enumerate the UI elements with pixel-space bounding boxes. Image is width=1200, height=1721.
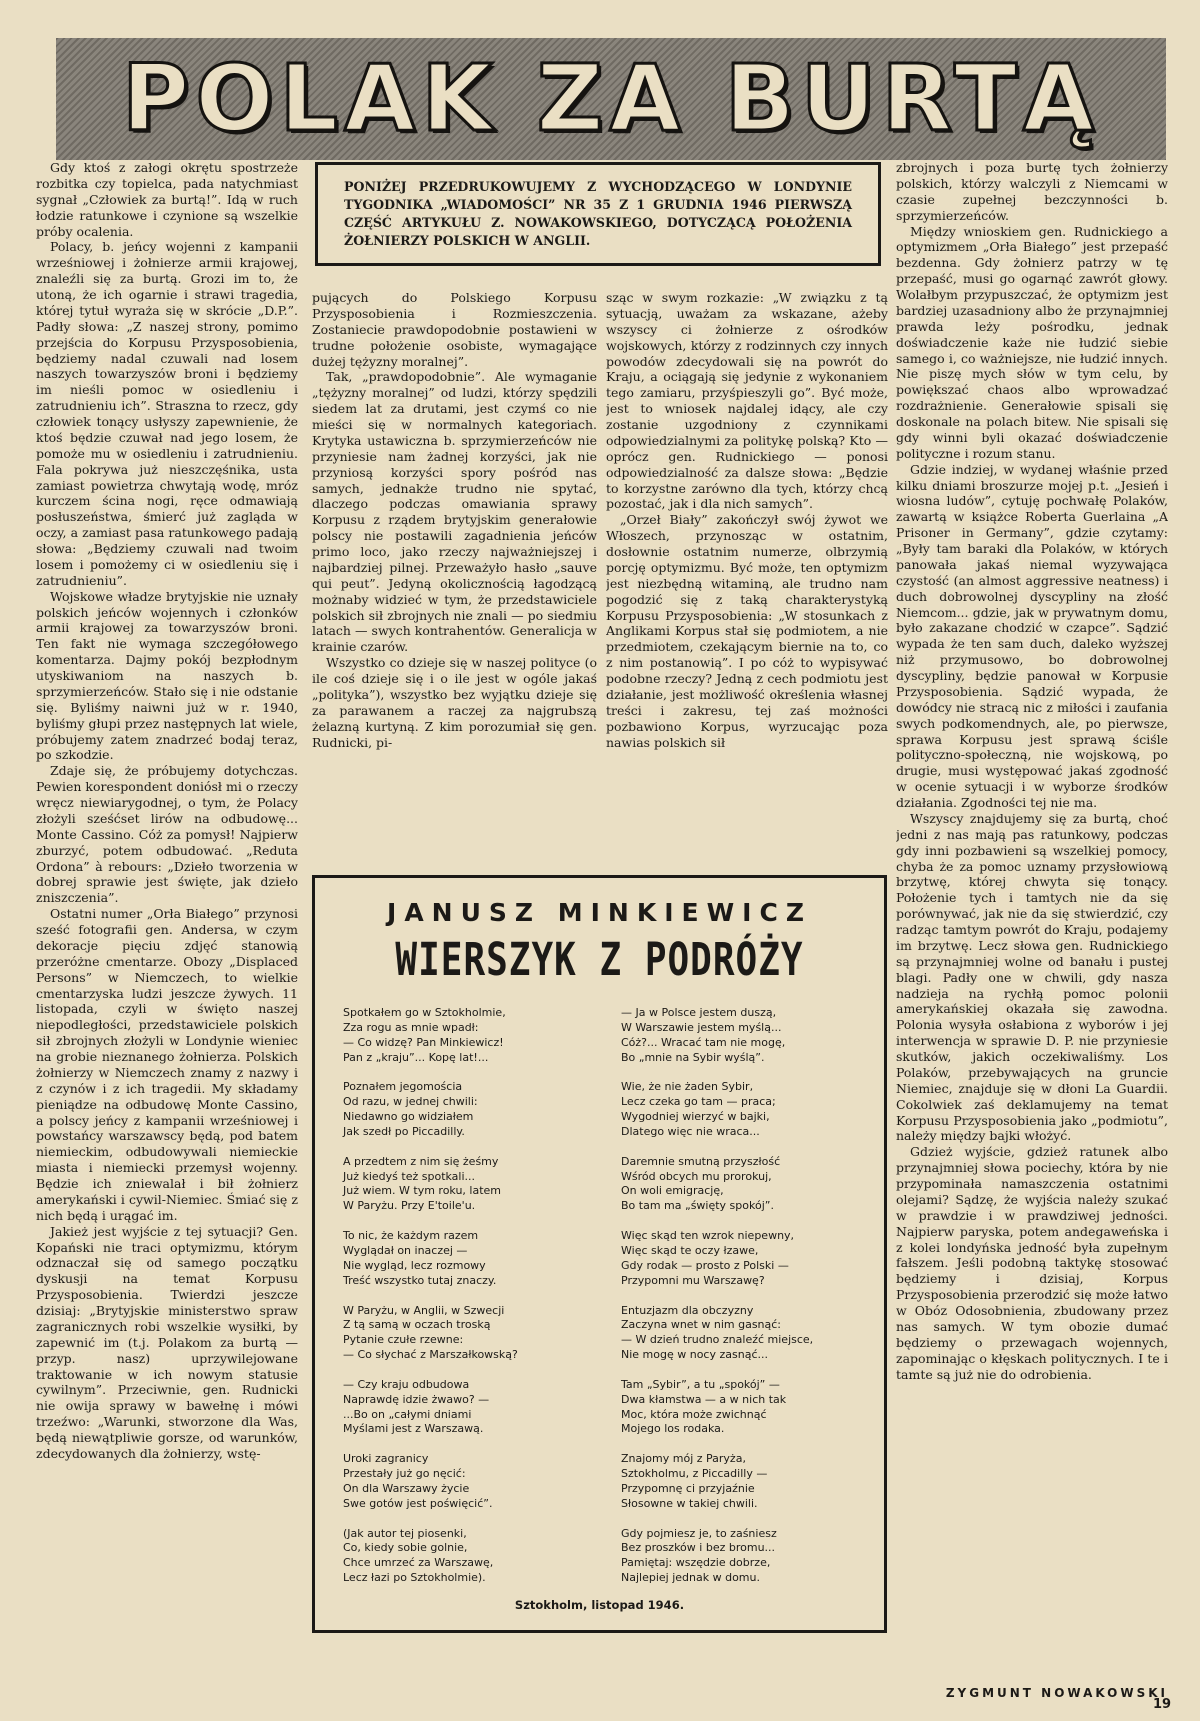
poem-line: Myślami jest z Warszawą. xyxy=(343,1422,484,1436)
paragraph: Zdaje się, że próbujemy dotychczas. Pewien korespondent doniósł mi o rzeczy wręcz niewiarygodnej, o tym, że Polacy złożyli sześćset lirów na odbudowę... Monte Cassino. Cóż za pomysł! Najpierw zburzyć, potem odbudować. „Reduta Ordona” à rebours: „Dzieło tworzenia w dobrej sprawie jest święte, jak dzieło zniszczenia”. xyxy=(36,763,298,906)
poem-line: Co, kiedy sobie golnie, xyxy=(343,1541,468,1555)
poem-line: A przedtem z nim się żeśmy xyxy=(343,1154,499,1168)
article-column-2 xyxy=(312,290,597,865)
poem-line: Wśród obcych mu prorokuj, xyxy=(621,1169,772,1183)
poem-line: Cóż?... Wracać tam nie mogę, xyxy=(621,1035,786,1049)
poem-line: Uroki zagranicy xyxy=(343,1452,429,1466)
poem-line: W Paryżu, w Anglii, w Szwecji xyxy=(343,1303,505,1317)
poem-line: — Ja w Polsce jestem duszą, xyxy=(621,1006,777,1019)
poem-stanza xyxy=(343,1378,593,1437)
poem-line: On dla Warszawy życie xyxy=(343,1481,470,1495)
poem-line: Więc skąd ten wzrok niepewny, xyxy=(621,1229,795,1243)
poem-line: Przypomnę ci przyjaźnie xyxy=(621,1481,755,1495)
paragraph: Ostatni numer „Orła Białego” przynosi sześć fotografii gen. Andersa, w czym dekoracje pięciu zdjęć stanowią przeróżne cmentarze. Obozy „Displaced Persons” w Niemczech, to wielkie cmentarzyska ludzi jeszcze żywych. 11 listopada, czyli w święto naszej niepodległości, przedstawiciele polskich sił zbrojnych złożyli w Londynie wieniec na grobie nieznanego żołnierza. Polskich żołnierzy w Niemczech znamy z nazwy i z czynów i z ich tragedii. My składamy pieniądze na odbudowę Monte Cassino, a polscy jeńcy z kampanii wrześniowej i powstańcy warszawscy będą, pod batem niemieckim, odbudowywali niemieckie miasta i niemiecki przemysł wojenny. Będzie ich zniewalał i bił żołnierz amerykański i cywil-Niemiec. Śmiać się z nich będą i urągać im. xyxy=(36,906,298,1223)
paragraph: Tak, „prawdopodobnie”. Ale wymaganie „tężyzny moralnej” od ludzi, którzy spędzili siedem lat za drutami, jest czymś co nie mieści się w normalnych kategoriach. Krytyka ustawiczna b. sprzymierzeńców nie przyniesie nam żadnej korzyści, jak nie przyniosą korzyści spory pośród nas samych, jednakże trudno nie spytać, dlaczego podczas omawiania sprawy Korpusu z rządem brytyjskim generałowie polscy nie postawili zagadnienia jeńców primo loco, jako rzeczy najważniejszej i najbardziej pilnej. Przeważyło hasło „sauve qui peut”. Jedyną okolicznością łagodzącą możnaby widzieć w tym, że przedstawiciele polskich sił zbrojnych nie znali — po siedmiu latach — swych kontrahentów. Generalicja w krainie czarów. xyxy=(312,369,597,655)
poem-line: Lecz czeka go tam — praca; xyxy=(621,1095,776,1109)
poem-line: Jak szedł po Piccadilly. xyxy=(343,1124,465,1138)
poem-line: W Warszawie jestem myślą... xyxy=(621,1020,782,1034)
poem-stanza xyxy=(621,1080,871,1139)
poem-line: Przestały już go nęcić: xyxy=(343,1467,466,1481)
paragraph: Wojskowe władze brytyjskie nie uznały polskich jeńców wojennych i członków armii krajowej za towarzyszów broni. Ten fakt nie wymaga szczegółowego komentarza. Dajmy pokój bezpłodnym utyskiwaniom na naszych b. sprzymierzeńców. Stało się i nie odstanie się. Byliśmy naiwni już w r. 1940, byliśmy głupi przez następnych lat wiele, próbujemy zatem znadrzeć bodaj teraz, po szkodzie. xyxy=(36,588,298,763)
poem-line: Swe gotów jest poświęcić”. xyxy=(343,1496,493,1510)
poem-line: W Paryżu. Przy E'toile'u. xyxy=(343,1199,476,1213)
editorial-note-text: PONIŻEJ PRZEDRUKOWUJEMY Z WYCHODZĄCEGO W LONDYNIE TYGODNIKA „WIADOMOŚCI” NR 35 Z 1 GRUDNIA 1946 PIERWSZĄ CZĘŚĆ ARTYKUŁU Z. NOWAKOWSKIEGO, DOTYCZĄCĄ POŁOŻENIA ŻOŁNIERZY POLSKICH W ANGLII. xyxy=(344,178,852,249)
paragraph: Gdzież wyjście, gdzież ratunek albo przynajmniej słowa pociechy, która by nie przypominała namaszczenia ostatnimi olejami? Sądzę, że wyjścia należy szukać w prawdzie i w prawdziwej jedności. Najpierw paryska, potem andegaweńska i z kolei londyńska jedność była zupełnym fałszem. Jeśli podobną taktykę stosować będziemy i dzisiaj, Korpus Przysposobienia przerodzić się może łatwo w Obóz Odosobnienia, zbudowany przez nas samych. W tym obozie dumać będziemy o przewagach wojennych, zapominając o kłęskach politycznych. I te i tamte są już nie do odrobienia. xyxy=(896,1144,1168,1382)
paragraph: pujących do Polskiego Korpusu Przysposobienia i Rozmieszczenia. Zostaniecie prawdopodobnie postawieni w trudne położenie osobiste, wymagające dużej tężyzny moralnej”. xyxy=(312,290,597,369)
poem-stanza xyxy=(343,1155,593,1214)
poem-line: Niedawno go widziałem xyxy=(343,1110,474,1124)
paragraph: Wszystko co dzieje się w naszej polityce (o ile coś dzieje się i o ile jest w ogóle jakaś „polityka”), wszystko bez wyjątku dzieje się za parawanem a raczej za najgrubszą żelazną kurtyną. Z kim porozumiał się gen. Rudnicki, pi- xyxy=(312,655,597,750)
poem-stanza xyxy=(343,1527,593,1586)
poem-line: Pytanie czułe rzewne: xyxy=(343,1333,464,1347)
poem-line: Mojego los rodaka. xyxy=(621,1422,725,1436)
poem-line: — Co widzę? Pan Minkiewicz! xyxy=(343,1035,504,1049)
poem-line: Bo tam ma „święty spokój”. xyxy=(621,1199,774,1213)
poem-line: Tam „Sybir”, a tu „spokój” — xyxy=(621,1377,780,1391)
poem-stanza xyxy=(621,1006,871,1065)
poem-stanza xyxy=(621,1304,871,1363)
poem-line: — Czy kraju odbudowa xyxy=(343,1377,470,1391)
editorial-note-box xyxy=(315,162,881,266)
poem-line: Chce umrzeć za Warszawę, xyxy=(343,1556,494,1570)
poem-stanzas-left xyxy=(343,1006,593,1601)
poem-line: Lecz łazi po Sztokholmie). xyxy=(343,1571,486,1585)
poem-stanza xyxy=(621,1527,871,1586)
poem-stanza xyxy=(343,1304,593,1363)
poem-stanza xyxy=(621,1155,871,1214)
poem-box xyxy=(312,875,887,1633)
poem-line: Daremnie smutną przyszłość xyxy=(621,1154,781,1168)
poem-line: Entuzjazm dla obczyzny xyxy=(621,1303,754,1317)
poem-line: Gdy rodak — prosto z Polski — xyxy=(621,1258,789,1272)
paragraph: Jakież jest wyjście z tej sytuacji? Gen. Kopański nie traci optymizmu, którym odznaczał się od samego początku dyskusji na temat Korpusu Przysposobienia. Twierdzi jeszcze dzisiaj: „Brytyjskie ministerstwo spraw zagranicznych robi wszelkie wysiłki, by zapewnić im (t.j. Polakom za burtą — przyp. nasz) uprzywilejowane traktowanie w ich nowym statusie cywilnym”. Przeciwnie, gen. Rudnicki nie owija sprawy w bawełnę i mówi trzeźwo: „Warunki, stworzone dla Was, będą niewątpliwie gorsze, od warunków, zdecydowanych dla żołnierzy, wstę- xyxy=(36,1223,298,1461)
poem-stanza xyxy=(621,1452,871,1511)
poem-line: Pamiętaj: wszędzie dobrze, xyxy=(621,1556,771,1570)
poem-stanza xyxy=(621,1229,871,1288)
poem-line: Zza rogu as mnie wpadł: xyxy=(343,1020,479,1034)
paragraph: Wszyscy znajdujemy się za burtą, choć jedni z nas mają pas ratunkowy, podczas gdy inni pozbawieni są wszelkiej pomocy, chyba że za pomoc uznamy przysłowiową brzytwę, której chwyta się tonący. Położenie tych i tamtych nie da się porównywać, jak nie da się stwierdzić, czy radząc tamtym powrót do Kraju, podajemy im brzytwę. Lecz słowa gen. Rudnickiego są przynajmniej wolne od banału i pustej blagi. Padły one w chwili, gdy nasza nadzieja na rychłą pomoc polonii amerykańskiej okazała się zawodna. Polonia wysyła osłabiona z wyborów i jej interwencja w sprawie D. P. nie przyniesie skutków, jakich oczekiwaliśmy. Los Polaków, przebywających na gruncie Niemiec, znajduje się w dłoni La Guardii. Cokolwiek zaś deklamujemy na temat Korpusu Przysposobienia jako „podmiotu”, należy między bajki włożyć. xyxy=(896,810,1168,1144)
poem-line: Spotkałem go w Sztokholmie, xyxy=(343,1006,506,1019)
masthead-banner xyxy=(56,38,1166,160)
poem-line: Najlepiej jednak w domu. xyxy=(621,1571,760,1585)
poem-line: Poznałem jegomościa xyxy=(343,1080,463,1094)
poem-line: Naprawdę idzie żwawo? — xyxy=(343,1392,490,1406)
poem-line: Dlatego więc nie wraca... xyxy=(621,1124,760,1138)
poem-line: (Jak autor tej piosenki, xyxy=(343,1526,467,1540)
paragraph: zbrojnych i poza burtę tych żołnierzy polskich, którzy walczyli z Niemcami w czasie zupełnej bezczynności b. sprzymierzeńców. xyxy=(896,160,1168,223)
poem-line: Z tą samą w oczach troską xyxy=(343,1318,491,1332)
poem-line: Nie wygląd, lecz rozmowy xyxy=(343,1258,486,1272)
poem-line: Więc skąd te oczy łzawe, xyxy=(621,1243,759,1257)
article-column-4 xyxy=(896,160,1168,1685)
poem-line: Od razu, w jednej chwili: xyxy=(343,1095,478,1109)
poem-title: WIERSZYK Z PODRÓŻY xyxy=(395,934,804,987)
poem-line: Pan z „kraju”... Kopę lat!... xyxy=(343,1050,489,1064)
paragraph: Między wnioskiem gen. Rudnickiego a optymizmem „Orła Białego” jest przepaść bezdenna. Gdy żołnierz patrzy w tę przepaść, musi go ogarnąć zawrót głowy. Wolałbym przypuszczać, że optymizm jest bardziej uzasadniony albo że przynajmniej prawda leży pośrodku, jednak doświadczenie każe nie łudzić siebie samego i, co ważniejsze, nie łudzić innych. Nie piszę mych słów w tym celu, by powiększać chaos albo wprowadzać rozdrażnienie. Generałowie spisali się doskonale na polach bitew. Nie spisali się gdy winni byli okazać doświadczenie polityczne i rozum stanu. xyxy=(896,223,1168,461)
poem-stanzas-right xyxy=(621,1006,871,1601)
poem-line: Bez proszków i bez bromu... xyxy=(621,1541,776,1555)
poem-stanza xyxy=(343,1080,593,1139)
poem-line: Już wiem. W tym roku, latem xyxy=(343,1184,502,1198)
poem-line: Wie, że nie żaden Sybir, xyxy=(621,1080,754,1094)
poem-line: Wyglądał on inaczej — xyxy=(343,1243,468,1257)
poem-line: Dwa kłamstwa — a w nich tak xyxy=(621,1392,787,1406)
page-number: 19 xyxy=(1153,1697,1172,1712)
poem-line: Już kiedyś też spotkali... xyxy=(343,1169,476,1183)
paragraph: Gdy ktoś z załogi okrętu spostrzeże rozbitka czy topielca, pada natychmiast sygnał „Człowiek za burtą!”. Idą w ruch łodzie ratunkowe i czynione są wszelkie próby ocalenia. xyxy=(36,160,298,239)
paragraph: sząc w swym rozkazie: „W związku z tą sytuacją, uważam za wskazane, ażeby wszyscy ci żołnierze z ośrodków wojskowych, którzy z rodzinnych czy innych powodów zdecydowali się na powrót do Kraju, a ociągają się jedynie z wykonaniem tego zamiaru, przyśpieszyli go”. Być może, jest to wniosek najdalej idący, ale czy zostanie uzgodniony z czynnikami odpowiedzialnymi za politykę polską? Kto — oprócz gen. Rudnickiego — ponosi odpowiedzialność za dalsze słowa: „Będzie to korzystne zarówno dla tych, którzy chcą pozostać, jak i dla nich samych”. xyxy=(606,290,888,512)
poem-stanza xyxy=(343,1452,593,1511)
poem-author: JANUSZ MINKIEWICZ xyxy=(387,898,812,927)
article-signature: ZYGMUNT NOWAKOWSKI xyxy=(945,1686,1168,1700)
poem-line: Zaczyna wnet w nim gasnąć: xyxy=(621,1318,782,1332)
poem-stanza xyxy=(343,1229,593,1288)
poem-line: Gdy pojmiesz je, to zaśniesz xyxy=(621,1526,777,1540)
paragraph: Gdzie indziej, w wydanej właśnie przed kilku dniami broszurze mojej p.t. „Jesień i wiosna ludów”, cytuję pochwałę Polaków, zawartą w książce Roberta Guerlaina „A Prisoner in Germany”, gdzie czytamy: „Były tam baraki dla Polaków, w których panowała jakaś niemal wyzywająca czystość (an almost aggressive neatness) i duch dobrowolnej dyscypliny na złość Niemcom... gdzie, jak w prywatnym domu, było zakazane chodzić w czapce”. Sądzić wypada że ten sam duch, daleko wyższej niż przymusowo, bo dobrowolnej dyscypliny, będzie panował w Korpusie Przysposobienia. Sądzić wypada, że dowódcy nie stracą nic z miłości i zaufania swych podkomendnych, ale, po pierwsze, sprawa Korpusu jest sprawą ściśle polityczno-społeczną, nie wojskową, po drugie, musi występować jakaś zgodność w ocenie sytuacji i w wyborze środków działania. Zgodności tej nie ma. xyxy=(896,461,1168,810)
poem-line: Nie mogę w nocy zasnąć... xyxy=(621,1348,768,1362)
poem-line: Moc, która może zwichnąć xyxy=(621,1407,767,1421)
poem-line: — W dzień trudno znaleźć miejsce, xyxy=(621,1333,814,1347)
paragraph: „Orzeł Biały” zakończył swój żywot we Włoszech, przynosząc w ostatnim, dosłownie ostatnim numerze, olbrzymią porcję optymizmu. Być może, ten optymizm jest niezbędną witaminą, ale trudno nam pogodzić się z taką charakterystyką Korpusu Przysposobienia: „W stosunkach z Anglikami Korpus stał się podmiotem, a nie przedmiotem, czekającym biernie na to, co z nim postanowią”. I po cóż to wypisywać podobne rzeczy? Jedną z cech podmiotu jest działanie, jest możliwość określenia własnej treści i zakresu, tej zaś możności pozbawiono Korpus, wyrzucając poza nawias polskich sił xyxy=(606,512,888,750)
article-headline: POLAK ZA BURTĄ xyxy=(121,45,1101,152)
poem-line: Wygodniej wierzyć w bajki, xyxy=(621,1110,770,1124)
paragraph: Polacy, b. jeńcy wojenni z kampanii wrześniowej i żołnierze armii krajowej, znaleźli się za burtą. Grozi im to, że utoną, że ich ogarnie i strawi tragedia, której tytuł wyraża się w skrócie „D.P.”. Padły słowa: „Z naszej strony, pomimo przejścia do Korpusu Przysposobienia, będziemy nadal czuwali nad losem naszych towarzyszów broni i będziemy im nieśli pomoc w osiedleniu i zatrudnieniu ich”. Straszna to rzecz, gdy człowiek tonący usłyszy zapewnienie, że ktoś będzie czuwał nad jego losem, że pomoże mu w osiedleniu i zatrudnieniu. Fala pokrywa już nieszczęśnika, usta zamiast powietrza chwytają wodę, mróz kurczem ścina nogi, ręce odmawiają posłuszeństwa, śmierć już zagląda w oczy, a zamiast pasa ratunkowego padają słowa: „Będziemy czuwali nad twoim losem i pomożemy ci w osiedleniu się i zatrudnieniu”. xyxy=(36,239,298,588)
poem-line: Słosowne w takiej chwili. xyxy=(621,1496,758,1510)
poem-line: ...Bo on „całymi dniami xyxy=(343,1407,472,1421)
poem-line: Przypomni mu Warszawę? xyxy=(621,1273,765,1287)
poem-line: — Co słychać z Marszałkowską? xyxy=(343,1348,518,1362)
poem-line: Treść wszystko tutaj znaczy. xyxy=(343,1273,497,1287)
article-column-3 xyxy=(606,290,888,865)
poem-line: To nic, że każdym razem xyxy=(343,1229,479,1243)
poem-stanza xyxy=(343,1006,593,1065)
poem-line: Sztokholmu, z Piccadilly — xyxy=(621,1467,768,1481)
poem-line: Znajomy mój z Paryża, xyxy=(621,1452,746,1466)
poem-line: On woli emigrację, xyxy=(621,1184,724,1198)
poem-line: Bo „mnie na Sybir wyślą”. xyxy=(621,1050,765,1064)
poem-stanza xyxy=(621,1378,871,1437)
poem-place-date: Sztokholm, listopad 1946. xyxy=(514,1598,685,1612)
article-column-1 xyxy=(36,160,298,1705)
